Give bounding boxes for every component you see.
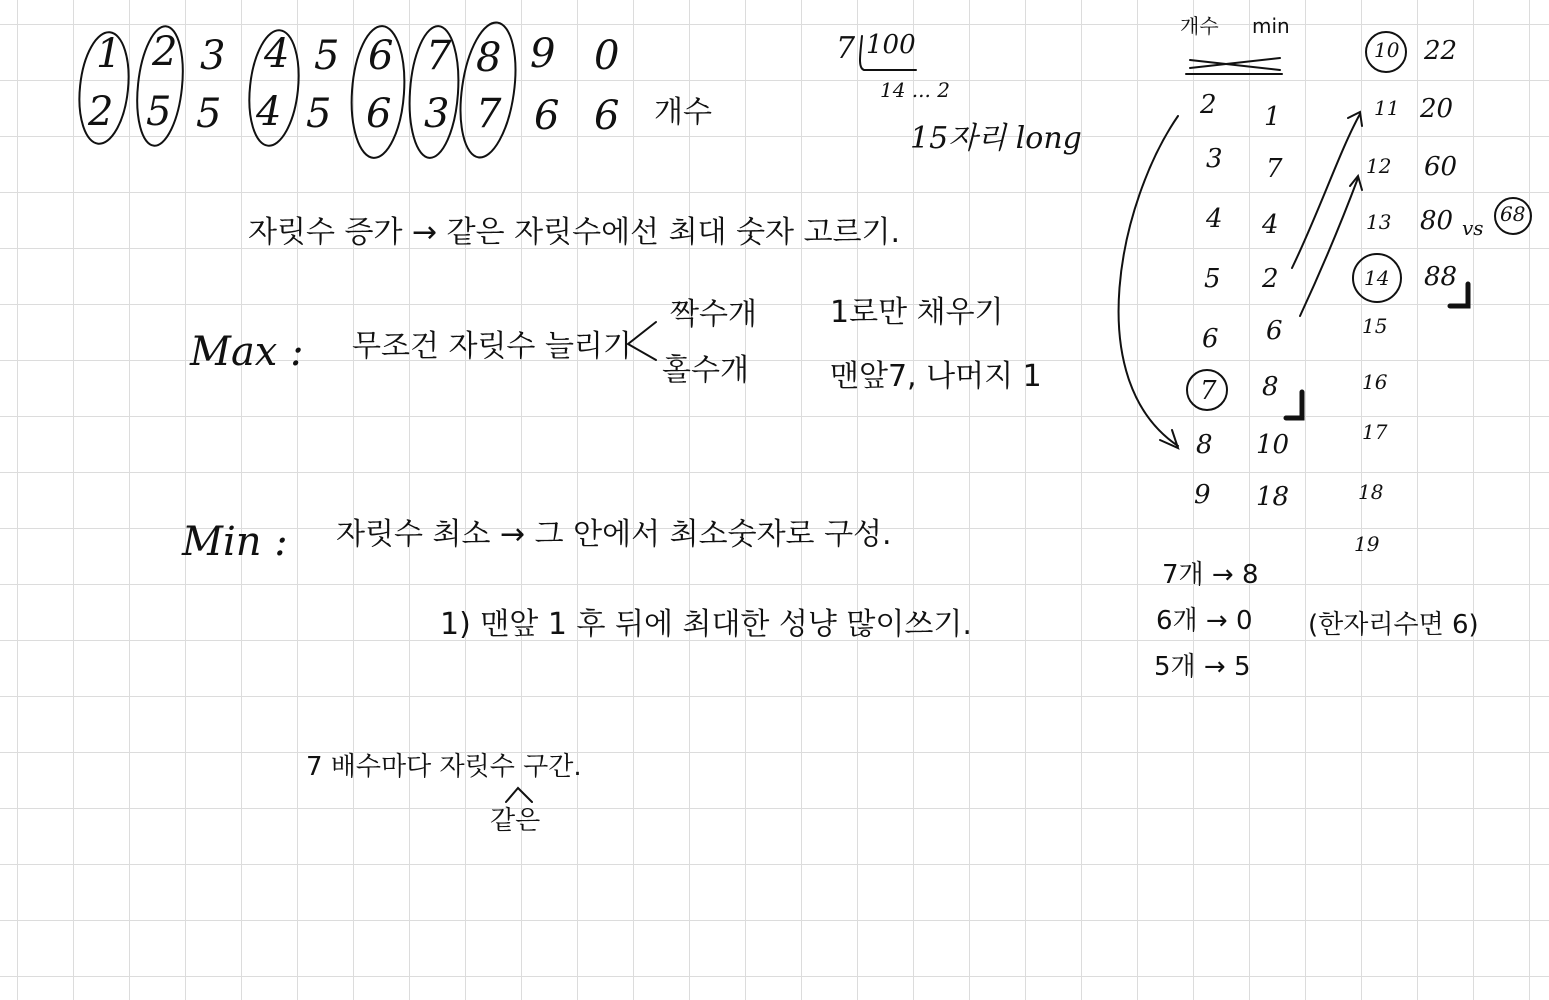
- table-count: 15: [1362, 314, 1388, 338]
- digit-bottom: 6: [534, 93, 560, 139]
- matches-line-2: 6개 → 0: [1156, 606, 1253, 636]
- table-count: 5: [1204, 264, 1221, 294]
- table-count: 16: [1362, 370, 1388, 394]
- digit-row-label: 개수: [654, 95, 712, 130]
- division-note: 15자리 long: [910, 121, 1082, 156]
- matches-note: (한자리수면 6): [1308, 610, 1479, 640]
- division-divisor: 7: [836, 31, 856, 66]
- bottom-note: 7 배수마다 자릿수 구간.: [306, 752, 582, 782]
- arrow-to-12: [1300, 178, 1358, 316]
- table-min: 18: [1256, 482, 1290, 512]
- table-count: 18: [1358, 480, 1384, 504]
- table-count: 4: [1206, 204, 1223, 234]
- division-result: 14 ... 2: [880, 78, 950, 102]
- table-min: 60: [1424, 152, 1458, 182]
- table-header-count: 개수: [1180, 14, 1219, 38]
- max-label: Max :: [190, 329, 304, 375]
- digit-top: 2: [152, 29, 178, 75]
- table-min: 88: [1424, 262, 1458, 292]
- digit-top: 6: [368, 33, 394, 79]
- table-count: 10: [1374, 38, 1400, 62]
- strike-2: [1190, 58, 1280, 68]
- min-label: Min :: [182, 519, 288, 565]
- max-odd-label: 홀수개: [662, 353, 749, 388]
- digit-top: 3: [200, 33, 226, 79]
- arrow-2-to-8: [1119, 116, 1178, 446]
- division-dividend: 100: [866, 30, 916, 60]
- table-min: 4: [1262, 210, 1279, 240]
- digit-bottom: 4: [256, 89, 282, 135]
- min-rule: 자릿수 최소 → 그 안에서 최소숫자로 구성.: [336, 517, 892, 552]
- max-branch-bracket: [628, 322, 656, 360]
- digit-bottom: 5: [146, 89, 172, 135]
- max-even-label: 짝수개: [670, 297, 757, 332]
- matches-line-3: 5개 → 5: [1154, 652, 1251, 682]
- max-odd-rule: 맨앞7, 나머지 1: [830, 359, 1042, 394]
- digit-bottom: 5: [306, 91, 332, 137]
- table-min: 2: [1262, 264, 1279, 294]
- table-count: 6: [1202, 324, 1219, 354]
- table-min: 1: [1264, 102, 1281, 132]
- table-count: 19: [1354, 532, 1380, 556]
- table-min: 22: [1424, 36, 1458, 66]
- digit-bottom: 7: [476, 91, 502, 137]
- digit-top: 5: [314, 33, 340, 79]
- digit-bottom: 2: [88, 89, 114, 135]
- min-sub-rule: 1) 맨앞 1 후 뒤에 최대한 성냥 많이쓰기.: [440, 607, 972, 642]
- digit-bottom: 6: [366, 91, 392, 137]
- table-min: 10: [1256, 430, 1290, 460]
- table-vs-label: vs: [1462, 216, 1484, 240]
- digit-top: 4: [264, 31, 290, 77]
- digit-bottom: 5: [196, 91, 222, 137]
- table-min: 20: [1420, 94, 1454, 124]
- digit-top: 9: [530, 31, 556, 77]
- max-rule: 무조건 자릿수 늘리기: [352, 329, 632, 364]
- insert-caret: [506, 788, 532, 802]
- mark-8: [1286, 392, 1302, 418]
- max-even-rule: 1로만 채우기: [830, 295, 1004, 330]
- table-count: 7: [1200, 376, 1217, 406]
- table-min: 8: [1262, 372, 1279, 402]
- table-min: 80: [1420, 206, 1454, 236]
- digit-top: 7: [426, 33, 452, 79]
- table-header-min: min: [1252, 14, 1290, 38]
- table-count: 17: [1362, 420, 1388, 444]
- table-count: 9: [1194, 480, 1211, 510]
- table-min: 7: [1266, 154, 1283, 184]
- arrow-to-11: [1292, 114, 1360, 268]
- table-min: 6: [1266, 316, 1283, 346]
- digit-top: 1: [96, 31, 122, 77]
- table-count: 13: [1366, 210, 1392, 234]
- table-count: 3: [1206, 144, 1223, 174]
- bottom-note-insert: 같은: [490, 806, 541, 836]
- strike-1: [1190, 60, 1280, 70]
- table-count: 12: [1366, 154, 1392, 178]
- note-line-1: 자릿수 증가 → 같은 자릿수에선 최대 숫자 고르기.: [248, 215, 901, 250]
- table-vs-value: 68: [1500, 202, 1526, 226]
- matches-line-1: 7개 → 8: [1162, 560, 1259, 590]
- digit-top: 0: [594, 33, 620, 79]
- table-count: 14: [1364, 266, 1390, 290]
- table-count: 8: [1196, 430, 1213, 460]
- digit-bottom: 6: [594, 93, 620, 139]
- digit-top: 8: [476, 35, 502, 81]
- table-count: 11: [1374, 96, 1400, 120]
- table-count: 2: [1200, 90, 1217, 120]
- digit-bottom: 3: [424, 91, 450, 137]
